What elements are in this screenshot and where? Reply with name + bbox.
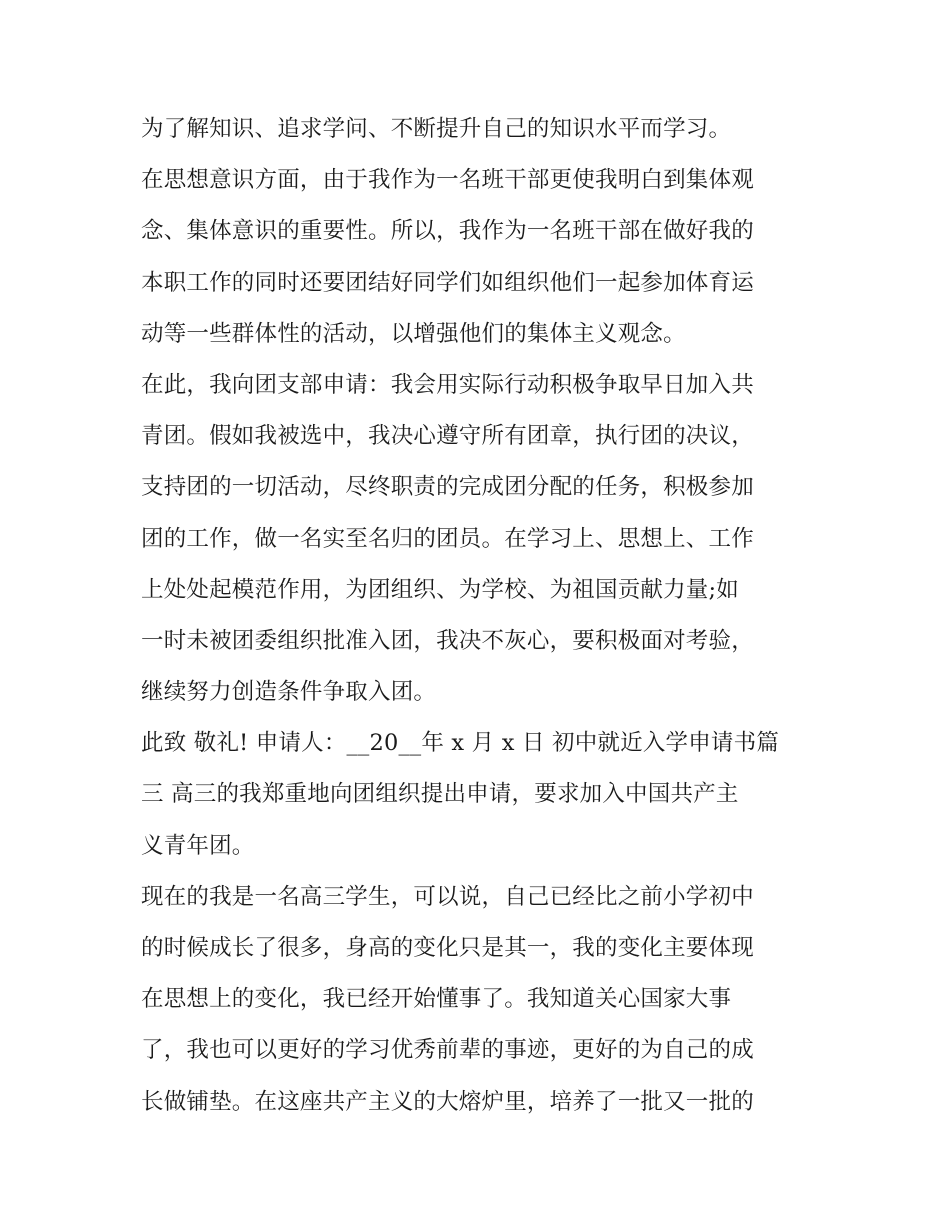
text-line: 一时未被团委组织批准入团，我决不灰心，要积极面对考验， [141,627,754,654]
text-line: 团的工作，做一名实至名归的团员。在学习上、思想上、工作 [141,525,754,552]
text-line: 动等一些群体性的活动，以增强他们的集体主义观念。 [141,320,686,347]
text-line: 在此，我向团支部申请：我会用实际行动积极争取早日加入共 [141,371,754,398]
text-line: 上处处起模范作用，为团组织、为学校、为祖国贡献力量;如 [141,576,739,603]
document-body [141,104,821,1128]
text-line: 长做铺垫。在这座共产主义的大熔炉里，培养了一批又一批的 [141,1088,754,1115]
text-line: 在思想意识方面，由于我作为一名班干部更使我明白到集体观 [141,167,754,194]
text-line: 在思想上的变化，我已经开始懂事了。我知道关心国家大事 [141,986,732,1013]
text-line: 的时候成长了很多，身高的变化只是其一，我的变化主要体现 [141,935,754,961]
text-line: 为了解知识、追求学问、不断提升自己的知识水平而学习。 [141,116,732,142]
text-line: 青团。假如我被选中，我决心遵守所有团章，执行团的决议， [141,423,754,450]
text-line: 本职工作的同时还要团结好同学们如组织他们一起参加体育运 [141,269,754,296]
text-line: 三 高三的我郑重地向团组织提出申请，要求加入中国共产主 [141,781,739,808]
text-line: 继续努力创造条件争取入团。 [141,679,437,706]
text-line: 念、集体意识的重要性。所以，我作为一名班干部在做好我的 [141,218,754,245]
text-line: 了，我也可以更好的学习优秀前辈的事迹，更好的为自己的成 [141,1037,754,1064]
text-line: 此致 敬礼! 申请人：__20__年 x 月 x 日 初中就近入学申请书篇 [141,730,780,757]
text-line: 支持团的一切活动，尽终职责的完成团分配的任务，积极参加 [141,474,754,501]
text-line: 现在的我是一名高三学生，可以说，自己已经比之前小学初中 [141,883,754,910]
text-line: 义青年团。 [141,832,255,859]
